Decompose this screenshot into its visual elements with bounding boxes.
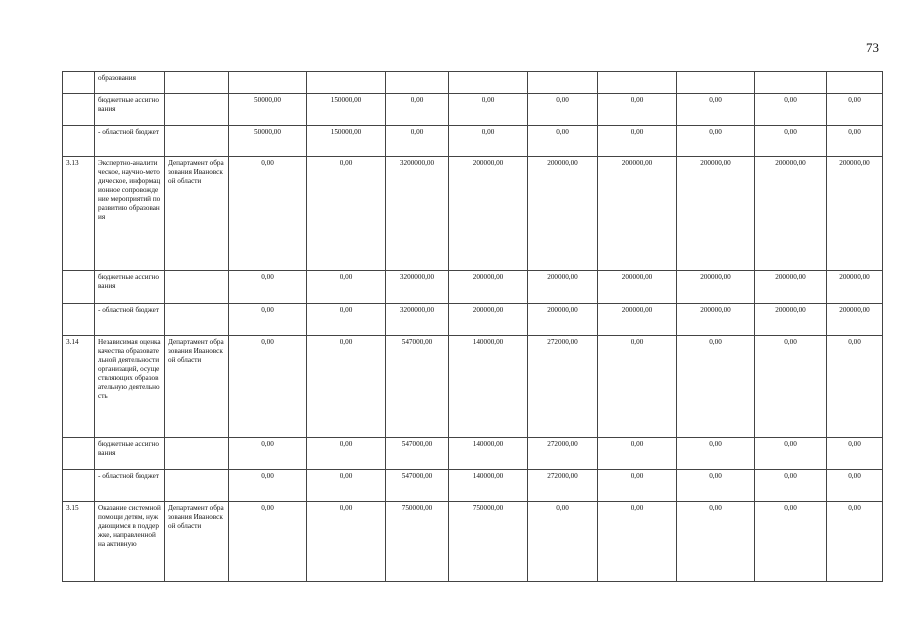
amount-cell (229, 72, 307, 94)
department-cell (165, 438, 229, 470)
department-cell: Департамент образования Ивановской области (165, 336, 229, 438)
amount-cell (677, 72, 755, 94)
department-cell: Департамент образования Ивановской области (165, 157, 229, 271)
amount-cell: 0,00 (677, 438, 755, 470)
amount-cell (827, 72, 883, 94)
amount-cell: 0,00 (229, 502, 307, 582)
amount-cell: 200000,00 (827, 271, 883, 304)
amount-cell: 200000,00 (677, 271, 755, 304)
amount-cell: 0,00 (307, 438, 386, 470)
row-number-cell (63, 470, 95, 502)
amount-cell (528, 72, 598, 94)
amount-cell: 0,00 (598, 502, 677, 582)
amount-cell: 50000,00 (229, 126, 307, 157)
amount-cell: 0,00 (598, 94, 677, 126)
amount-cell: 200000,00 (677, 157, 755, 271)
amount-cell: 0,00 (229, 438, 307, 470)
amount-cell: 200000,00 (449, 157, 528, 271)
amount-cell: 200000,00 (449, 304, 528, 336)
amount-cell: 0,00 (307, 336, 386, 438)
amount-cell: 0,00 (307, 470, 386, 502)
amount-cell: 0,00 (827, 126, 883, 157)
amount-cell: 50000,00 (229, 94, 307, 126)
table-row (63, 470, 883, 502)
amount-cell: 200000,00 (755, 304, 827, 336)
amount-cell: 0,00 (386, 126, 449, 157)
amount-cell: 200000,00 (827, 157, 883, 271)
amount-cell: 140000,00 (449, 470, 528, 502)
amount-cell: 200000,00 (677, 304, 755, 336)
amount-cell: 0,00 (827, 438, 883, 470)
amount-cell: 0,00 (229, 304, 307, 336)
amount-cell: 0,00 (677, 336, 755, 438)
amount-cell (598, 72, 677, 94)
row-number-cell: 3.14 (63, 336, 95, 438)
item-name-cell: Экспертно-аналитическое, научно-методическое, информационное сопровождение мероприятий по развитию образования (95, 157, 165, 271)
table-row (63, 502, 883, 582)
amount-cell: 140000,00 (449, 336, 528, 438)
row-number-cell (63, 94, 95, 126)
amount-cell: 150000,00 (307, 94, 386, 126)
amount-cell: 750000,00 (386, 502, 449, 582)
amount-cell: 0,00 (449, 94, 528, 126)
amount-cell (307, 72, 386, 94)
amount-cell: 200000,00 (598, 271, 677, 304)
amount-cell: 200000,00 (598, 157, 677, 271)
amount-cell: 547000,00 (386, 438, 449, 470)
amount-cell: 0,00 (827, 336, 883, 438)
item-name-cell: бюджетные ассигнования (95, 94, 165, 126)
row-number-cell (63, 72, 95, 94)
item-name-cell: бюджетные ассигнования (95, 271, 165, 304)
amount-cell: 0,00 (677, 502, 755, 582)
amount-cell: 150000,00 (307, 126, 386, 157)
amount-cell: 0,00 (598, 336, 677, 438)
table-row (63, 157, 883, 271)
amount-cell: 0,00 (755, 126, 827, 157)
amount-cell: 0,00 (598, 470, 677, 502)
row-number-cell (63, 438, 95, 470)
amount-cell: 3200000,00 (386, 271, 449, 304)
amount-cell: 0,00 (755, 94, 827, 126)
amount-cell: 0,00 (755, 502, 827, 582)
department-cell (165, 271, 229, 304)
amount-cell: 0,00 (386, 94, 449, 126)
item-name-cell: Независимая оценка качества образовательной деятельности организаций, осуществляющих образовательную деятельность (95, 336, 165, 438)
amount-cell (386, 72, 449, 94)
amount-cell: 0,00 (755, 470, 827, 502)
amount-cell: 3200000,00 (386, 157, 449, 271)
amount-cell: 547000,00 (386, 336, 449, 438)
amount-cell: 200000,00 (827, 304, 883, 336)
table-row (63, 304, 883, 336)
amount-cell: 272000,00 (528, 470, 598, 502)
amount-cell: 0,00 (598, 438, 677, 470)
row-number-cell: 3.15 (63, 502, 95, 582)
amount-cell: 0,00 (307, 271, 386, 304)
amount-cell: 0,00 (449, 126, 528, 157)
page-number: 73 (866, 40, 879, 55)
amount-cell: 200000,00 (598, 304, 677, 336)
amount-cell: 0,00 (755, 438, 827, 470)
table-row (63, 72, 883, 94)
table-row (63, 336, 883, 438)
amount-cell: 272000,00 (528, 438, 598, 470)
amount-cell: 0,00 (755, 336, 827, 438)
item-name-cell: - областной бюджет (95, 470, 165, 502)
row-number-cell: 3.13 (63, 157, 95, 271)
department-cell (165, 72, 229, 94)
row-number-cell (63, 271, 95, 304)
department-cell (165, 94, 229, 126)
department-cell: Департамент образования Ивановской области (165, 502, 229, 582)
item-name-cell: бюджетные ассигнования (95, 438, 165, 470)
row-number-cell (63, 126, 95, 157)
amount-cell: 0,00 (229, 470, 307, 502)
amount-cell: 0,00 (229, 271, 307, 304)
table-row (63, 438, 883, 470)
amount-cell: 272000,00 (528, 336, 598, 438)
item-name-cell: образования (95, 72, 165, 94)
amount-cell: 200000,00 (528, 304, 598, 336)
amount-cell: 200000,00 (528, 271, 598, 304)
amount-cell: 0,00 (307, 304, 386, 336)
amount-cell: 750000,00 (449, 502, 528, 582)
item-name-cell: Оказание системной помощи детям, нуждающимся в поддержке, направленной на активную (95, 502, 165, 582)
amount-cell: 0,00 (827, 470, 883, 502)
amount-cell: 3200000,00 (386, 304, 449, 336)
amount-cell: 0,00 (229, 336, 307, 438)
amount-cell: 200000,00 (449, 271, 528, 304)
amount-cell: 0,00 (827, 502, 883, 582)
amount-cell: 0,00 (229, 157, 307, 271)
amount-cell: 200000,00 (528, 157, 598, 271)
amount-cell: 0,00 (677, 470, 755, 502)
amount-cell: 200000,00 (755, 271, 827, 304)
item-name-cell: - областной бюджет (95, 304, 165, 336)
row-number-cell (63, 304, 95, 336)
amount-cell (449, 72, 528, 94)
table-row (63, 94, 883, 126)
amount-cell: 140000,00 (449, 438, 528, 470)
amount-cell: 547000,00 (386, 470, 449, 502)
table-row (63, 271, 883, 304)
amount-cell: 0,00 (827, 94, 883, 126)
budget-table (62, 71, 883, 582)
amount-cell: 200000,00 (755, 157, 827, 271)
table-row (63, 126, 883, 157)
item-name-cell: - областной бюджет (95, 126, 165, 157)
amount-cell: 0,00 (677, 126, 755, 157)
department-cell (165, 126, 229, 157)
amount-cell: 0,00 (307, 502, 386, 582)
amount-cell: 0,00 (307, 157, 386, 271)
amount-cell: 0,00 (528, 94, 598, 126)
amount-cell: 0,00 (528, 502, 598, 582)
amount-cell: 0,00 (528, 126, 598, 157)
amount-cell: 0,00 (598, 126, 677, 157)
department-cell (165, 470, 229, 502)
department-cell (165, 304, 229, 336)
amount-cell (755, 72, 827, 94)
amount-cell: 0,00 (677, 94, 755, 126)
